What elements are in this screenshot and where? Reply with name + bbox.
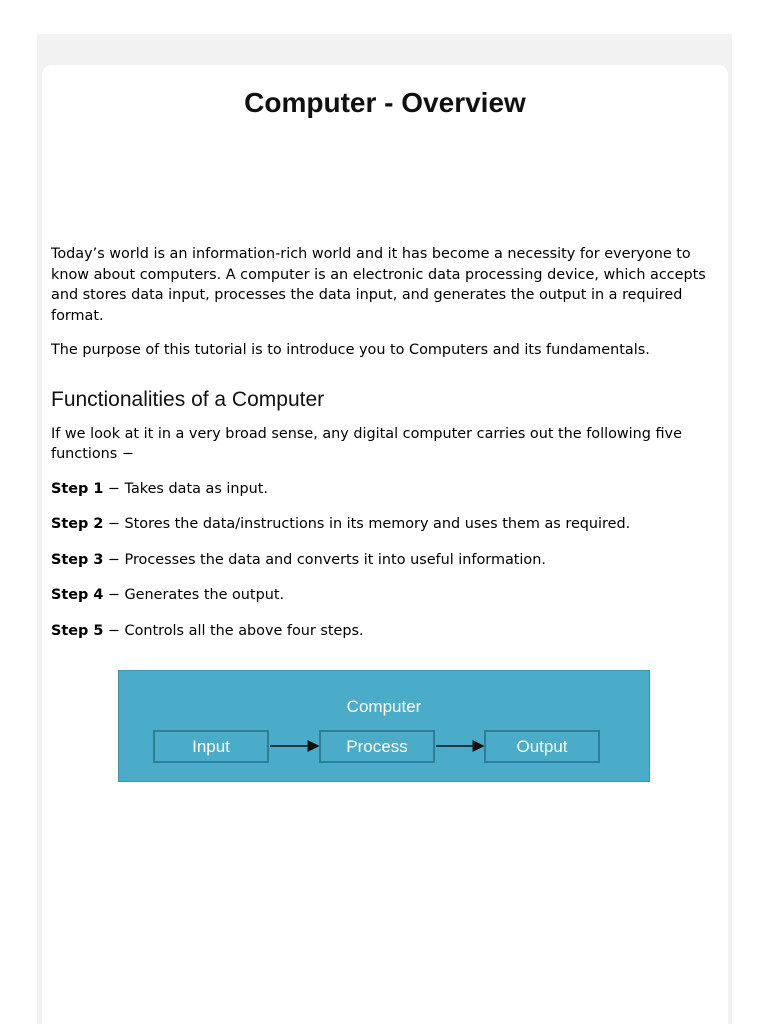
output-box: Output — [484, 730, 600, 763]
page-title: Computer - Overview — [244, 87, 526, 118]
section-heading: Functionalities of a Computer — [51, 387, 325, 411]
step-2 — [51, 514, 719, 535]
step-text: − Processes the data and converts it into useful information. — [103, 551, 546, 568]
computer-diagram — [118, 670, 650, 782]
step-text: − Generates the output. — [103, 587, 285, 603]
input-box: Input — [153, 730, 269, 763]
step-label: Step 4 — [51, 587, 104, 603]
flow-arrows — [119, 671, 651, 783]
step-4 — [51, 585, 719, 606]
step-label: Step 1 — [51, 480, 104, 497]
step-text: − Controls all the above four steps. — [103, 622, 364, 639]
diagram-title: Computer — [346, 697, 422, 716]
step-label: Step 3 — [51, 551, 104, 568]
section-lead: If we look at it in a very broad sense, any digital computer carries out the following five functions − — [51, 425, 682, 462]
intro-paragraph-1: Today’s world is an information-rich world and it has become a necessity for everyone to know about computers. A computer is an electronic data processing device, which accepts and stores data input, processes the data input, and generates the output in a required format. — [51, 246, 706, 324]
article-body — [51, 244, 719, 656]
step-label: Step 5 — [51, 622, 104, 639]
step-5 — [51, 621, 719, 642]
step-text: − Stores the data/instructions in its memory and uses them as required. — [103, 516, 631, 532]
step-1 — [51, 479, 719, 500]
step-text: − Takes data as input. — [103, 480, 268, 497]
process-box: Process — [319, 730, 435, 763]
step-3 — [51, 550, 719, 571]
intro-paragraph-2: The purpose of this tutorial is to introduce you to Computers and its fundamentals. — [51, 342, 650, 358]
step-label: Step 2 — [51, 516, 104, 532]
